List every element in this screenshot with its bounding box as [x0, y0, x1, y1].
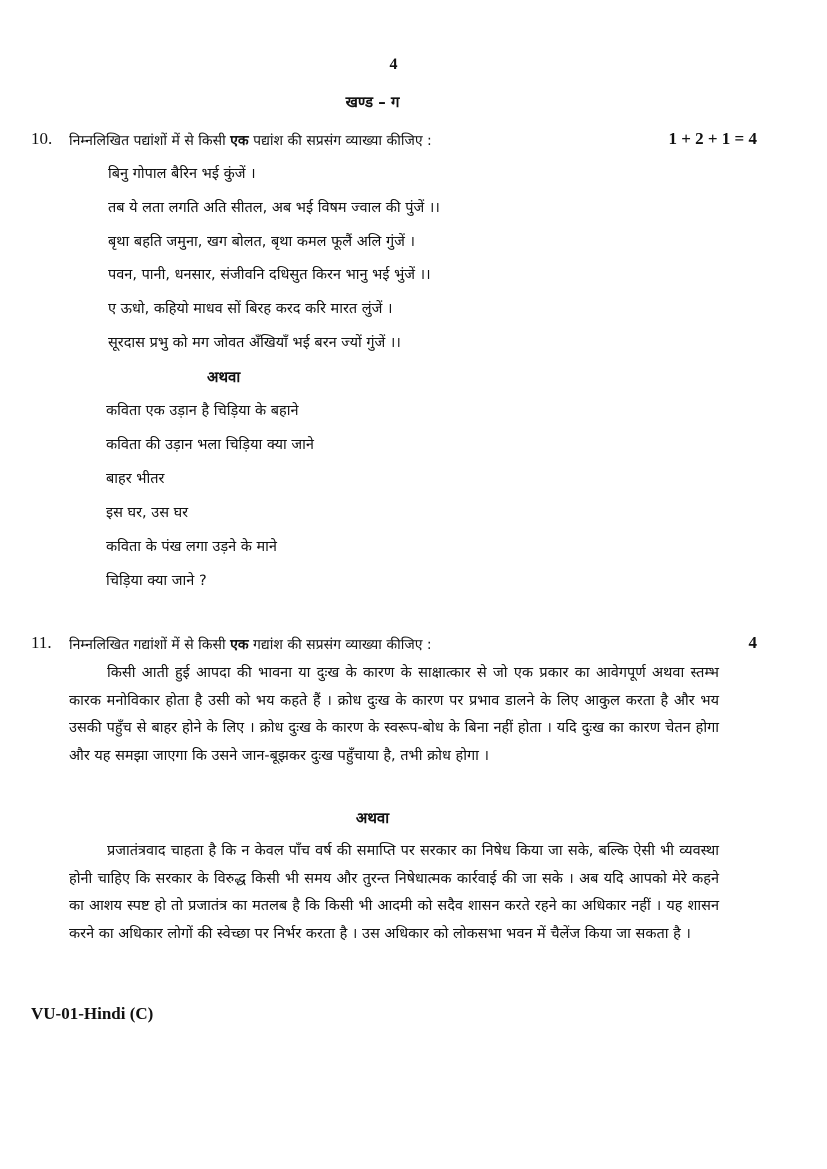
poem-1-line-1: बिनु गोपाल बैरिन भई कुंजें ।	[108, 166, 256, 182]
poem-1-line-3: बृथा बहति जमुना, खग बोलत, बृथा कमल फूलैं अलि गुंजें ।	[108, 234, 416, 250]
footer-paper-code: VU-01-Hindi (C)	[31, 1004, 154, 1023]
q11-or-label: अथवा	[355, 809, 390, 827]
question-11-number: 11.	[31, 633, 52, 652]
prose-passage-1: किसी आती हुई आपदा की भावना या दुःख के कारण के साक्षात्कार से जो एक प्रकार का आवेगपूर्ण अथवा स्तम्भ कारक मनोविकार होता है उसी को भय कहते हैं । क्रोध दुःख के कारण पर प्रभाव डालने के लिए आकुल करता है और भय उसकी पहुँच से बाहर होने के लिए । क्रोध दुःख के कारण के स्वरूप-बोध के बिना नहीं होता । यदि दुःख का कारण चेतन होगा और यह समझा जाएगा कि उसने जान-बूझकर दुःख पहुँचाया है, तभी क्रोध होगा ।	[69, 665, 719, 764]
page-number: 4	[389, 56, 398, 73]
question-10-marks: 1 + 2 + 1 = 4	[668, 129, 757, 148]
q10-or-label: अथवा	[207, 368, 241, 386]
section-title: खण्ड – ग	[345, 93, 400, 111]
poem-2-line-1: कविता एक उड़ान है चिड़िया के बहाने	[106, 403, 299, 419]
poem-1-line-5: ए ऊधो, कहियो माधव सों बिरह करद करि मारत लुंजें ।	[108, 301, 393, 317]
question-10-number: 10.	[31, 129, 53, 148]
question-11-marks: 4	[748, 633, 757, 652]
poem-2-line-2: कविता की उड़ान भला चिड़िया क्या जाने	[106, 437, 314, 453]
poem-2-line-5: कविता के पंख लगा उड़ने के माने	[106, 539, 277, 555]
poem-2-line-6: चिड़िया क्या जाने ?	[106, 573, 207, 589]
poem-1-line-4: पवन, पानी, धनसार, संजीवनि दधिसुत किरन भानु भई भुंजें ।।	[108, 267, 431, 283]
poem-1-line-6: सूरदास प्रभु को मग जोवत अँखियाँ भई बरन ज्यों गुंजें ।।	[108, 335, 401, 351]
poem-2-line-3: बाहर भीतर	[106, 471, 165, 487]
poem-2-line-4: इस घर, उस घर	[106, 505, 189, 521]
poem-1-line-2: तब ये लता लगति अति सीतल, अब भई विषम ज्वाल की पुंजें ।।	[108, 200, 440, 216]
question-10-instruction: निम्नलिखित पद्यांशों में से किसी एक पद्यांश की सप्रसंग व्याख्या कीजिए :	[69, 133, 432, 149]
prose-passage-2: प्रजातंत्रवाद चाहता है कि न केवल पाँच वर्ष की समाप्ति पर सरकार का निषेध किया जा सके, बल्कि ऐसी भी व्यवस्था होनी चाहिए कि सरकार के विरुद्ध किसी भी समय और तुरन्त निषेधात्मक कार्रवाई की जा सके । अब यदि आपको मेरे कहने का आशय स्पष्ट हो तो प्रजातंत्र का मतलब है कि किसी भी आदमी को सदैव शासन करते रहने का अधिकार नहीं । यह शासन करने का अधिकार लोगों की स्वेच्छा पर निर्भर करता है । उस अधिकार को लोकसभा भवन में चैलेंज किया जा सकता है ।	[69, 843, 719, 942]
question-11-instruction: निम्नलिखित गद्यांशों में से किसी एक गद्यांश की सप्रसंग व्याख्या कीजिए :	[69, 637, 432, 653]
